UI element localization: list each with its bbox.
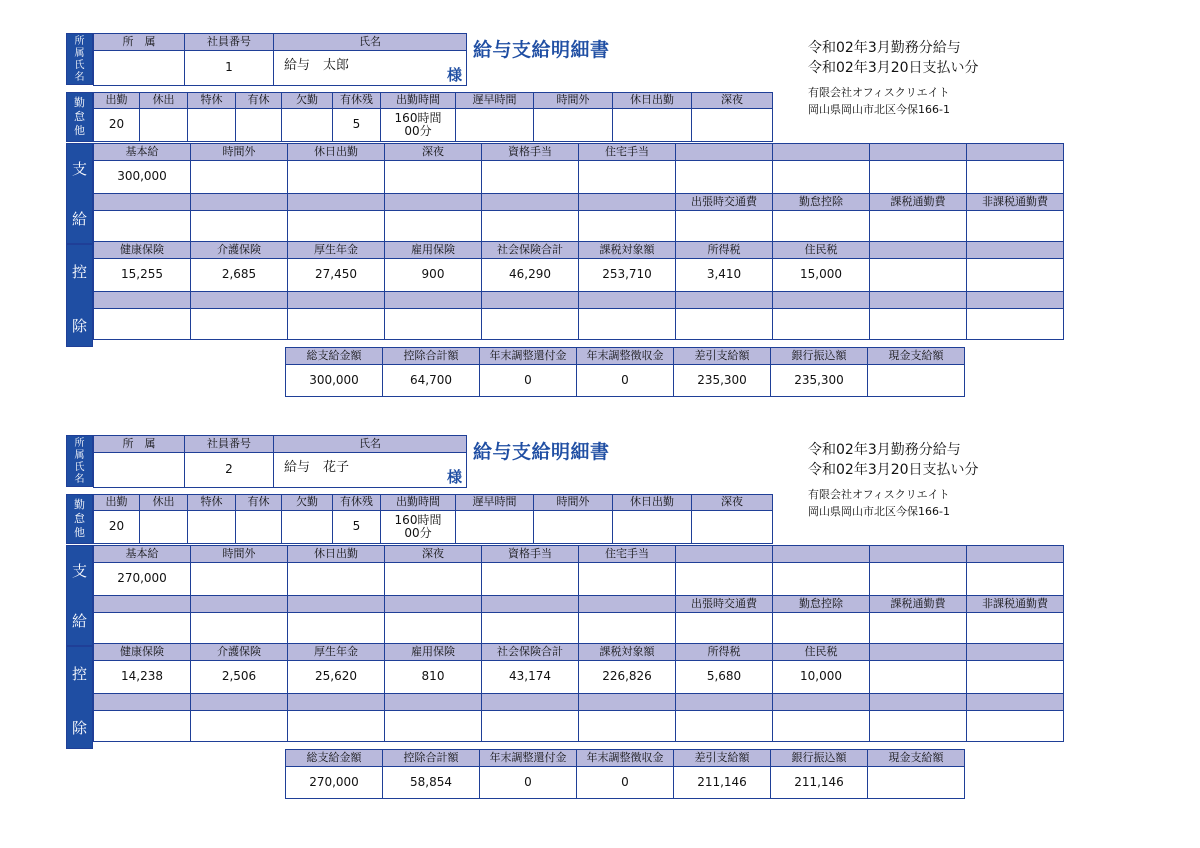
deduction-header — [773, 292, 870, 309]
deduction-value — [482, 711, 579, 742]
deduction-value — [94, 711, 191, 742]
deduction-value — [288, 309, 385, 340]
deduction-header — [967, 644, 1064, 661]
totals-value — [868, 767, 965, 799]
attendance-header: 休出 — [140, 495, 188, 511]
payment-value — [773, 613, 870, 644]
attendance-value — [613, 511, 692, 544]
totals-header: 控除合計額 — [383, 348, 480, 365]
totals-header: 現金支給額 — [868, 348, 965, 365]
payment-header — [579, 194, 676, 211]
attendance-header: 出勤時間 — [381, 93, 456, 109]
deduction-value — [773, 309, 870, 340]
deduction-value: 46,290 — [482, 259, 579, 292]
totals-value: 0 — [577, 365, 674, 397]
company-address: 岡山県岡山市北区今保166-1 — [808, 103, 950, 116]
attendance-value — [613, 109, 692, 142]
deduction-value: 10,000 — [773, 661, 870, 694]
payment-header: 非課税通勤費 — [967, 596, 1064, 613]
payment-header — [773, 144, 870, 161]
deduction-value — [870, 661, 967, 694]
payment-header: 休日出勤 — [288, 546, 385, 563]
emp-no-label: 社員番号 — [185, 436, 274, 453]
payslip — [0, 435, 1200, 835]
payment-value — [579, 613, 676, 644]
deduction-value — [191, 309, 288, 340]
payment-value — [676, 161, 773, 194]
attendance-header: 欠勤 — [282, 93, 333, 109]
attendance-header: 深夜 — [692, 93, 773, 109]
pay-period: 令和02年3月勤務分給与 — [808, 442, 961, 458]
totals-header: 年末調整徴収金 — [577, 348, 674, 365]
payment-header — [579, 596, 676, 613]
totals-value: 211,146 — [771, 767, 868, 799]
payment-header — [676, 546, 773, 563]
deduction-header — [288, 694, 385, 711]
payment-header: 時間外 — [191, 546, 288, 563]
attendance-value — [188, 511, 236, 544]
honorific: 様 — [446, 65, 462, 84]
deduction-value — [676, 309, 773, 340]
attendance-value — [692, 109, 773, 142]
payment-header: 資格手当 — [482, 144, 579, 161]
deduction-header: 厚生年金 — [288, 644, 385, 661]
attendance-side-label: 勤怠他 — [66, 92, 93, 142]
deduction-header: 健康保険 — [94, 644, 191, 661]
deduction-header: 雇用保険 — [385, 644, 482, 661]
payment-header — [482, 194, 579, 211]
deduction-value — [967, 711, 1064, 742]
attendance-value: 20 — [94, 109, 140, 142]
attendance-header: 有休 — [236, 93, 282, 109]
deduction-header: 住民税 — [773, 242, 870, 259]
payment-value — [385, 211, 482, 242]
totals-header: 銀行振込額 — [771, 750, 868, 767]
company-name: 有限会社オフィスクリエイト — [808, 488, 950, 501]
deduction-header — [579, 292, 676, 309]
payment-header: 基本給 — [94, 144, 191, 161]
payment-value — [967, 161, 1064, 194]
payment-header — [288, 194, 385, 211]
emp-no-value: 2 — [185, 453, 274, 488]
payment-header: 出張時交通費 — [676, 596, 773, 613]
payment-value — [676, 563, 773, 596]
deduction-value — [870, 711, 967, 742]
attendance-value — [456, 511, 534, 544]
payment-value — [482, 563, 579, 596]
deduction-value — [191, 711, 288, 742]
deduction-header — [676, 694, 773, 711]
attendance-header: 出勤 — [94, 495, 140, 511]
employee-name-cell — [274, 453, 467, 488]
payment-header — [191, 596, 288, 613]
payment-label-1: 支 — [72, 562, 88, 580]
payment-value — [579, 161, 676, 194]
attendance-value — [140, 109, 188, 142]
deduction-value: 226,826 — [579, 661, 676, 694]
deduction-value — [579, 711, 676, 742]
attendance-value — [692, 511, 773, 544]
deduction-header — [870, 292, 967, 309]
deduction-value: 14,238 — [94, 661, 191, 694]
payment-header: 住宅手当 — [579, 546, 676, 563]
deduction-value — [967, 259, 1064, 292]
attendance-value — [188, 109, 236, 142]
payment-header — [385, 596, 482, 613]
deduction-value: 15,255 — [94, 259, 191, 292]
payment-value — [870, 563, 967, 596]
attendance-value: 160時間 00分 — [381, 511, 456, 544]
deduction-value: 3,410 — [676, 259, 773, 292]
employee-name: 給与 太郎 — [284, 58, 350, 73]
totals-value: 300,000 — [286, 365, 383, 397]
company-name: 有限会社オフィスクリエイト — [808, 86, 950, 99]
deduction-header: 社会保険合計 — [482, 242, 579, 259]
employee-name-cell — [274, 51, 467, 86]
payment-header — [385, 194, 482, 211]
deduction-label-2: 除 — [72, 317, 88, 335]
payment-side-label — [66, 143, 93, 244]
payment-label-2: 給 — [72, 210, 88, 228]
deduction-value — [94, 309, 191, 340]
deduction-header — [870, 694, 967, 711]
attendance-header: 休日出勤 — [613, 495, 692, 511]
payment-value — [385, 613, 482, 644]
deduction-value: 27,450 — [288, 259, 385, 292]
document-title: 給与支給明細書 — [473, 39, 610, 61]
totals-header: 現金支給額 — [868, 750, 965, 767]
attendance-header: 有休残 — [333, 93, 381, 109]
attendance-table — [93, 92, 773, 142]
deduction-header — [385, 694, 482, 711]
deduction-header — [870, 644, 967, 661]
deduction-value — [385, 309, 482, 340]
payment-value — [94, 613, 191, 644]
totals-header: 総支給金額 — [286, 348, 383, 365]
attendance-value — [534, 109, 613, 142]
deduction-value — [967, 661, 1064, 694]
deduction-header — [191, 292, 288, 309]
deduction-value — [579, 309, 676, 340]
attendance-value: 160時間 00分 — [381, 109, 456, 142]
payment-value — [191, 161, 288, 194]
payment-value — [773, 211, 870, 242]
deduction-header — [967, 242, 1064, 259]
attendance-header: 有休 — [236, 495, 282, 511]
attendance-value — [534, 511, 613, 544]
attendance-header: 遅早時間 — [456, 93, 534, 109]
totals-value: 235,300 — [771, 365, 868, 397]
totals-header: 年末調整還付金 — [480, 750, 577, 767]
dept-value — [94, 453, 185, 488]
deduction-header — [773, 694, 870, 711]
name-label: 氏名 — [274, 34, 467, 51]
attendance-header: 休日出勤 — [613, 93, 692, 109]
attendance-header: 特休 — [188, 495, 236, 511]
payment-value — [870, 161, 967, 194]
attendance-header: 欠勤 — [282, 495, 333, 511]
totals-value: 0 — [480, 365, 577, 397]
payment-value — [579, 211, 676, 242]
honorific: 様 — [446, 467, 462, 486]
deduction-value: 900 — [385, 259, 482, 292]
payment-header — [967, 144, 1064, 161]
deduction-header — [967, 694, 1064, 711]
payment-value — [385, 161, 482, 194]
emp-no-label: 社員番号 — [185, 34, 274, 51]
deduction-value: 15,000 — [773, 259, 870, 292]
name-label: 氏名 — [274, 436, 467, 453]
deduction-value — [773, 711, 870, 742]
header-table — [93, 435, 467, 488]
payment-value — [94, 211, 191, 242]
dept-value — [94, 51, 185, 86]
attendance-value — [282, 511, 333, 544]
payment-side-label — [66, 545, 93, 646]
attendance-value — [282, 109, 333, 142]
totals-value — [868, 365, 965, 397]
payment-header: 深夜 — [385, 546, 482, 563]
payment-value — [967, 613, 1064, 644]
payment-header — [676, 144, 773, 161]
deduction-label-1: 控 — [72, 665, 88, 683]
payment-header — [94, 596, 191, 613]
payment-value: 300,000 — [94, 161, 191, 194]
totals-value: 64,700 — [383, 365, 480, 397]
deduction-header — [288, 292, 385, 309]
deduction-header: 雇用保険 — [385, 242, 482, 259]
payment-header: 勤怠控除 — [773, 596, 870, 613]
payment-value — [191, 211, 288, 242]
totals-header: 控除合計額 — [383, 750, 480, 767]
deduction-header — [94, 292, 191, 309]
payment-header: 非課税通勤費 — [967, 194, 1064, 211]
attendance-header: 深夜 — [692, 495, 773, 511]
payment-header — [870, 546, 967, 563]
payment-header — [191, 194, 288, 211]
payment-label-2: 給 — [72, 612, 88, 630]
deduction-value — [385, 711, 482, 742]
emp-no-value: 1 — [185, 51, 274, 86]
payment-header: 課税通勤費 — [870, 596, 967, 613]
employee-name: 給与 花子 — [284, 460, 350, 475]
deduction-header — [385, 292, 482, 309]
payment-value — [288, 563, 385, 596]
deduction-value — [482, 309, 579, 340]
totals-value: 211,146 — [674, 767, 771, 799]
deduction-value: 43,174 — [482, 661, 579, 694]
dept-name-side-label: 所属氏名 — [66, 33, 93, 85]
payment-value — [482, 161, 579, 194]
deduction-value — [676, 711, 773, 742]
payment-value — [482, 211, 579, 242]
payment-header: 時間外 — [191, 144, 288, 161]
header-table — [93, 33, 467, 86]
payment-deduction-table — [93, 545, 1064, 742]
deduction-value: 810 — [385, 661, 482, 694]
payment-label-1: 支 — [72, 160, 88, 178]
attendance-header: 出勤時間 — [381, 495, 456, 511]
totals-header: 差引支給額 — [674, 750, 771, 767]
payment-header — [870, 144, 967, 161]
attendance-header: 時間外 — [534, 495, 613, 511]
deduction-value — [870, 309, 967, 340]
attendance-value: 5 — [333, 109, 381, 142]
deduction-header — [191, 694, 288, 711]
totals-header: 銀行振込額 — [771, 348, 868, 365]
pay-date: 令和02年3月20日支払い分 — [808, 462, 979, 478]
payment-header — [94, 194, 191, 211]
attendance-value: 20 — [94, 511, 140, 544]
deduction-header: 課税対象額 — [579, 242, 676, 259]
payment-value — [773, 161, 870, 194]
totals-value: 270,000 — [286, 767, 383, 799]
attendance-value — [236, 109, 282, 142]
attendance-header: 出勤 — [94, 93, 140, 109]
attendance-value: 5 — [333, 511, 381, 544]
attendance-header: 遅早時間 — [456, 495, 534, 511]
payment-value — [676, 613, 773, 644]
dept-name-side-label: 所属氏名 — [66, 435, 93, 487]
totals-value: 0 — [577, 767, 674, 799]
payment-header: 勤怠控除 — [773, 194, 870, 211]
payment-value — [288, 613, 385, 644]
payment-value — [288, 211, 385, 242]
payment-header: 休日出勤 — [288, 144, 385, 161]
deduction-header — [676, 292, 773, 309]
deduction-header — [870, 242, 967, 259]
payment-value — [967, 563, 1064, 596]
attendance-value — [456, 109, 534, 142]
deduction-side-label — [66, 244, 93, 347]
deduction-header — [482, 292, 579, 309]
payment-value — [579, 563, 676, 596]
payment-header: 課税通勤費 — [870, 194, 967, 211]
attendance-value — [140, 511, 188, 544]
deduction-header — [967, 292, 1064, 309]
deduction-header: 厚生年金 — [288, 242, 385, 259]
totals-value: 0 — [480, 767, 577, 799]
totals-table — [285, 749, 965, 799]
deduction-value: 2,685 — [191, 259, 288, 292]
deduction-label-2: 除 — [72, 719, 88, 737]
attendance-header: 有休残 — [333, 495, 381, 511]
payment-header: 基本給 — [94, 546, 191, 563]
payment-header: 深夜 — [385, 144, 482, 161]
totals-header: 総支給金額 — [286, 750, 383, 767]
payment-value — [773, 563, 870, 596]
attendance-table — [93, 494, 773, 544]
deduction-label-1: 控 — [72, 263, 88, 281]
payment-value — [191, 613, 288, 644]
attendance-header: 時間外 — [534, 93, 613, 109]
payment-header — [773, 546, 870, 563]
payment-header — [967, 546, 1064, 563]
deduction-header: 所得税 — [676, 242, 773, 259]
deduction-header: 住民税 — [773, 644, 870, 661]
deduction-value — [870, 259, 967, 292]
deduction-value — [288, 711, 385, 742]
totals-header: 年末調整還付金 — [480, 348, 577, 365]
payment-value — [870, 613, 967, 644]
payment-value — [482, 613, 579, 644]
totals-value: 235,300 — [674, 365, 771, 397]
totals-header: 差引支給額 — [674, 348, 771, 365]
payment-deduction-table — [93, 143, 1064, 340]
payslip — [0, 33, 1200, 433]
payment-value — [288, 161, 385, 194]
payment-header: 出張時交通費 — [676, 194, 773, 211]
payment-header: 資格手当 — [482, 546, 579, 563]
deduction-header: 所得税 — [676, 644, 773, 661]
deduction-header: 健康保険 — [94, 242, 191, 259]
attendance-header: 休出 — [140, 93, 188, 109]
deduction-value: 2,506 — [191, 661, 288, 694]
payment-header — [482, 596, 579, 613]
deduction-header — [482, 694, 579, 711]
attendance-value — [236, 511, 282, 544]
payment-value — [191, 563, 288, 596]
attendance-header: 特休 — [188, 93, 236, 109]
payment-header — [288, 596, 385, 613]
deduction-side-label — [66, 646, 93, 749]
totals-header: 年末調整徴収金 — [577, 750, 674, 767]
deduction-header — [579, 694, 676, 711]
deduction-header: 介護保険 — [191, 644, 288, 661]
payment-value — [676, 211, 773, 242]
deduction-header: 社会保険合計 — [482, 644, 579, 661]
payment-header: 住宅手当 — [579, 144, 676, 161]
payment-value: 270,000 — [94, 563, 191, 596]
deduction-value — [967, 309, 1064, 340]
payment-value — [967, 211, 1064, 242]
deduction-value: 253,710 — [579, 259, 676, 292]
dept-label: 所 属 — [94, 436, 185, 453]
payment-value — [385, 563, 482, 596]
payment-value — [870, 211, 967, 242]
deduction-value: 5,680 — [676, 661, 773, 694]
dept-label: 所 属 — [94, 34, 185, 51]
attendance-side-label: 勤怠他 — [66, 494, 93, 544]
document-title: 給与支給明細書 — [473, 441, 610, 463]
company-address: 岡山県岡山市北区今保166-1 — [808, 505, 950, 518]
totals-table — [285, 347, 965, 397]
deduction-header: 課税対象額 — [579, 644, 676, 661]
pay-period: 令和02年3月勤務分給与 — [808, 40, 961, 56]
deduction-value: 25,620 — [288, 661, 385, 694]
deduction-header — [94, 694, 191, 711]
pay-date: 令和02年3月20日支払い分 — [808, 60, 979, 76]
totals-value: 58,854 — [383, 767, 480, 799]
deduction-header: 介護保険 — [191, 242, 288, 259]
